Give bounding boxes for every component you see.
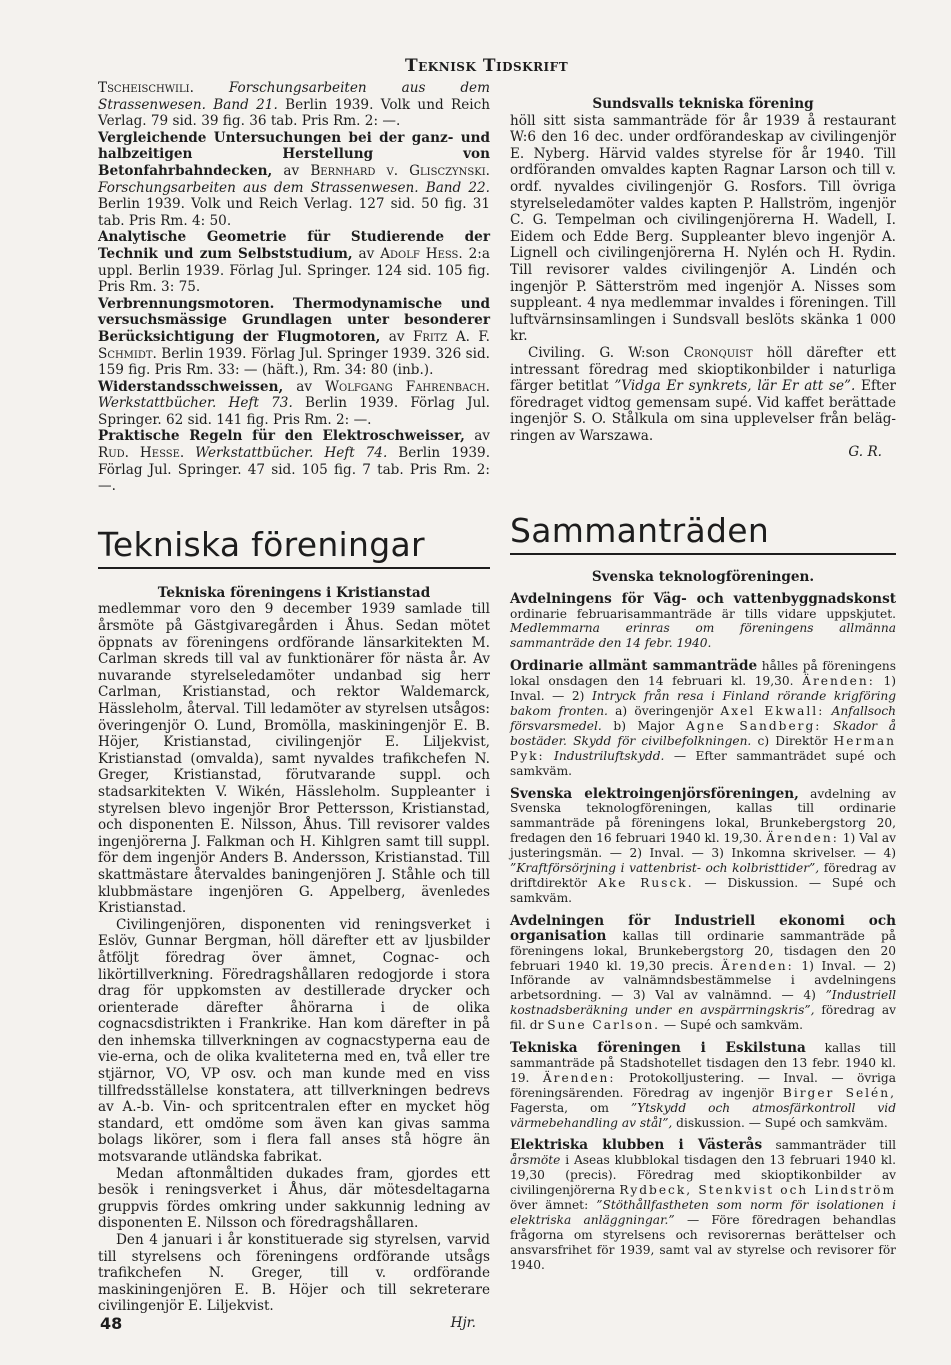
person-name: Rydbeck, Stenkvist och Lindström xyxy=(619,1183,897,1198)
entry-details: Berlin 1939. Volk und Reich Verlag. 79 sid. 39 fig. 36 tab. Pris Rm. 2: —. xyxy=(98,96,490,130)
literature-entry xyxy=(98,296,490,379)
agenda-item: Intryck från resa i Finland rörande krigföring bakom fronten. xyxy=(510,689,896,718)
section-rule xyxy=(98,567,490,569)
article-paragraph: Medan aftonmåltiden dukades fram, gjordes ett besök i reningsverket i Åhus, där mötesdeltagarna gruppvis fördes omkring under sakkunnig ledning av disponenten E. Nilsson och föredragshållaren. xyxy=(98,1165,490,1232)
text-run: kallas till sammanträde på Stadshotellet tisdagen den 13 febr. 1940 kl. 19. xyxy=(510,1041,897,1085)
article-signature: G. R. xyxy=(848,444,882,461)
meeting-notice xyxy=(510,1138,896,1272)
entry-series: Werkstattbücher. Heft 73. xyxy=(98,395,293,412)
person-name: Sune Carlson. xyxy=(547,1018,661,1033)
entry-author: Adolf Hess. xyxy=(380,245,463,262)
text-run: över ämnet: xyxy=(510,1198,589,1213)
entry-author: Tscheischwili. xyxy=(98,80,194,96)
meeting-notice xyxy=(510,659,896,778)
page-number: 48 xyxy=(100,1314,123,1333)
section-rule xyxy=(510,553,896,555)
text-run: Fagersta, om xyxy=(510,1100,609,1115)
text-run: 1) Inval. — 2) xyxy=(510,674,897,704)
person-name: Herman Pyk: xyxy=(510,733,896,763)
entry-details: 2:a uppl. Berlin 1939. Förlag Jul. Springer. 124 sid. 105 fig. Pris Rm. 3: 75. xyxy=(98,245,490,296)
agenda-item: Industriluftskydd. xyxy=(554,748,665,763)
text-run: b) Major xyxy=(613,718,675,733)
entry-details: Berlin 1939. Förlag Jul. Springer. 62 sid. 141 fig. Pris Rm. 2: —. xyxy=(98,395,490,428)
entry-series: Forschungsarbeiten aus dem Strassenwesen. Band 21. xyxy=(98,80,490,113)
article-signature: Hjr. xyxy=(450,1314,476,1331)
article-paragraph: Civilingenjören, disponenten vid reningsverket i Eslöv, Gunnar Bergman, höll därefter ett av ljusbilder åtföljt föredrag över ämnet, Cognac- och likörtillverkning. Föredragshållaren redogjorde i stora drag för uppkomsten av destillerade drycker och orienterade därefter åhörarna i de olika cognacsdistrikten i Frankrike. Han kom därefter in på den inhemska tillverkningen av cognacstyperna eau de vie-erna, och de olika kvaliteterna med en, två eller tre stjärnor, VO, VP osv. och man kunde med en viss tillfredsställelse konstatera, att tillverkningen bedrevs av A.-b. Vin- och spritcentralen efter en mycket hög standard, ett omdöme som även kan givas samma bolags likörer, som i flera fall anses stå högre än motsvarande utländska fabrikat. xyxy=(98,916,490,1166)
text-run: Protokolljustering. — Inval. — övriga föreningsärenden. Föredrag av ingenjör xyxy=(510,1070,896,1100)
section-heading-tekniska-foreningar: Tekniska föreningar xyxy=(98,524,425,564)
organisation-heading: Svenska teknologföreningen. xyxy=(591,569,815,586)
entry-av: av xyxy=(358,245,375,262)
notice-title: Avdelningen för Industriell ekonomi och organisation xyxy=(510,912,896,944)
text-run: — Diskussion. — Supé och samkväm. xyxy=(510,875,897,905)
text-run: Civiling. G. W:son xyxy=(528,344,670,361)
meeting-notice xyxy=(510,592,896,652)
entry-author: Wolfgang Fahrenbach. xyxy=(325,378,490,395)
text-run: 1) Val av justeringsmän. — 2) Inval. — 3) Inkomna skrivelser. — 4) xyxy=(510,831,897,861)
text-run: föredrag av fil. dr xyxy=(510,1003,897,1033)
entry-details: Berlin 1939. Volk und Reich Verlag. 127 sid. 50 fig. 31 tab. Pris Rm. 4: 50. xyxy=(98,196,490,229)
text-run: — Före föredragen behandlas frågorna om styrelsens och revisorernas berättelser och ansvarsfrihet för 1939, samt val av styrelse och revisorer för 1940. xyxy=(510,1213,896,1272)
article-paragraph: medlemmar voro den 9 december 1939 samlade till årsmöte på Gästgivaregården i Åhus. Sedan mötet öppnats av föreningens ordförande länsarkitekten M. Carlman skreds till val av funktionärer för nästa år. Av nuvarande styrelseledamöter undanbad sig herr Carlman, Kristianstad, och rektor Waldemarck, Hässleholm, återval. Till ledamöter av styrelsen utsågos: överingenjör O. Lund, Bromölla, maskiningenjör E. B. Höjer, Kristianstad, civilingenjör E. Liljekvist, Kristianstad (omvalda), samt nyvaldes trafikchefen N. Greger, Kristianstad, förutvarande suppl. och stadsarkitekten V. Wikén, Hässleholm. Suppleanter i styrelsen blevo ingenjör Bror Pettersson, Kristianstad, och disponenten E. Nilsson, Åhus. Till revisorer valdes ingenjörerna J. Falkman och H. Kihlgren samt till suppl. för dem ingenjör Anders B. Andersson, Kristianstad. Till skattmästare återvaldes baningenjören J. Ståhle och till klubbmästare ingenjören G. Appelberg, ävenledes Kristianstad. xyxy=(98,601,490,917)
entry-series: Werkstattbücher. Heft 74. xyxy=(195,445,388,462)
notice-title: Ordinarie allmänt sammanträde xyxy=(510,658,758,675)
literature-entry xyxy=(98,80,490,130)
article-title: Tekniska föreningens i Kristianstad xyxy=(157,584,431,601)
literature-entry xyxy=(98,379,490,429)
text-run: a) överingenjör xyxy=(615,704,714,718)
text-run: hålles på föreningens lokal onsdagen den 14 februari kl. 19,30. xyxy=(510,659,897,689)
entry-title: Analytische Geometrie für Studierende der Technik und zum Selbststudium, xyxy=(98,229,490,262)
entry-details: Berlin 1939. Förlag Jul. Springer. 47 sid. 105 fig. 7 tab. Pris Rm. 2: —. xyxy=(98,445,491,495)
entry-author: Rud. Hesse. xyxy=(98,445,185,462)
agenda-item: ”Industriell kostnadsberäkning under en avspärrningskris”, xyxy=(510,988,897,1018)
entry-series: Forschungsarbeiten aus dem Strassenwesen. Band 22. xyxy=(98,179,490,196)
entry-details: Berlin 1939. Förlag Jul. Springer 1939. 326 sid. 159 fig. Pris Rm. 33: — (häft.), Rm. 34: 80 (inb.). xyxy=(98,345,490,379)
article-paragraph: Den 4 januari i år konstituerade sig styrelsen, varvid till styrelsens och föreningens ordförande utsågs trafikchefen N. Greger, till v. ordförande maskiningenjören E. B. Höjer och till sekreterare civilingenjör E. Liljekvist. xyxy=(98,1232,490,1315)
article-paragraph xyxy=(510,345,896,445)
text-run: höll därefter ett intressant föredrag med skioptikonbilder i naturliga färger betitlat xyxy=(510,344,897,395)
person-name: Birger Selén, xyxy=(782,1085,896,1100)
text-run: föredrag av driftdirektör xyxy=(510,861,897,890)
agenda-label: Ärenden: xyxy=(802,674,875,689)
meeting-notice xyxy=(510,914,896,1033)
text-run: ordinarie februarisammanträde är tills vidare uppskjutet. xyxy=(510,606,896,621)
text-run: sammanträder till xyxy=(775,1138,897,1153)
literature-entry xyxy=(98,229,490,295)
notice-note: Medlemmarna erinras om föreningens allmänna sammanträde den 14 febr. 1940. xyxy=(510,621,896,651)
notice-title: Avdelningens för Väg- och vattenbyggnadskonst xyxy=(510,590,896,607)
entry-av: av xyxy=(388,328,405,345)
agenda-label: Ärenden: xyxy=(766,831,839,846)
agenda-item: årsmöte xyxy=(510,1153,561,1168)
text-run: Efter föredraget vidtog gemensam supé. Vid kaffet berättade ingenjör S. O. Stålkula om sina upplevelser från belägringen av Warszawa. xyxy=(510,378,896,444)
journal-masthead: Teknisk Tidskrift xyxy=(405,56,569,76)
literature-entry xyxy=(98,428,490,494)
agenda-item: ”Kraftförsörjning i vattenbrist- och kolbristtider”, xyxy=(510,861,820,876)
article-title: Sundsvalls tekniska förening xyxy=(592,96,814,112)
text-run: i Aseas klubblokal tisdagen den 13 februari 1940 kl. 19,30 (precis). Föredrag med skioptikonbilder av civilingenjörerna xyxy=(510,1153,896,1198)
meeting-notice xyxy=(510,1041,896,1130)
left-column xyxy=(98,80,490,1332)
lecture-title: ”Vidga Er synkrets, lär Er att se”. xyxy=(614,378,856,395)
agenda-item: ”Ytskydd och atmosfärkontroll vid värmebehandling av stål”, xyxy=(510,1100,896,1130)
person-name: Ake Rusck. xyxy=(597,875,694,890)
agenda-item: ”Stöthållfastheten som norm för isolationen i elektriska anläggningar.” xyxy=(510,1198,897,1227)
text-run: c) Direktör xyxy=(757,733,828,748)
article-paragraph: höll sitt sista sammanträde för år 1939 å restaurant W:6 den 16 dec. under ordförandeskap av civilingenjör E. Nyberg. Härvid valdes styrelse för år 1940. Till ordföranden omvaldes kapten Ragnar Larson och till v. ordf. nyvaldes civilingenjör G. Rosfors. Till övriga styrelseledamöter valdes kapten P. Hallström, ingenjör C. G. Tempelman och civilingenjörerna H. Wadell, I. Eidem och Edde Berg. Suppleanter blevo ingenjör A. Lignell och civilingenjörerna H. Nylén och H. Rydin. Till revisorer valdes civilingenjör A. Lindén och ingenjör P. Sätterström med ingenjör A. Nisses som suppleant. 4 nya medlemmar invaldes i föreningen. Till luftvärnsinsamlingen i Sundsvall beslöts skänka 1 000 kr. xyxy=(510,112,896,345)
meeting-notice xyxy=(510,787,896,906)
agenda-label: Ärenden: xyxy=(721,958,794,973)
entry-title: Verbrennungsmotoren. Thermodynamische und versuchsmässige Grundlagen unter besonderer Berücksichtigung der Flugmotoren, xyxy=(98,295,490,345)
entry-title: Vergleichende Untersuchungen bei der ganz- und halbzeitigen Herstellung von Betonfahrbahndecken, xyxy=(98,129,490,179)
right-column xyxy=(510,96,896,1273)
person-name: Axel Ekwall: xyxy=(720,704,825,718)
literature-entry xyxy=(98,130,490,230)
text-run: avdelning av Svenska teknologföreningen, kallas till ordinarie sammanträde på föreningens lokal, Brunkebergstorg 20, fredagen den 16 februari 1940 kl. 19,30. xyxy=(510,786,896,846)
notice-title: Tekniska föreningen i Eskilstuna xyxy=(510,1040,806,1057)
person-name: Agne Sandberg: xyxy=(686,718,822,733)
entry-author: Fritz A. F. Schmidt. xyxy=(98,328,490,362)
notice-title: Svenska elektroingenjörsföreningen, xyxy=(510,785,799,802)
person-name: Cronquist xyxy=(683,344,753,361)
text-run: — Supé och samkväm. xyxy=(663,1018,804,1033)
text-run: 1) Inval. — 2) Införande av valnämndsbestämmelse i avdelningens arbetsordning. — 3) Val av valnämnd. — 4) xyxy=(510,958,896,1003)
notice-title: Elektriska klubben i Västerås xyxy=(510,1137,763,1154)
entry-av: av xyxy=(283,162,300,179)
text-run: diskussion. — Supé och samkväm. xyxy=(676,1115,888,1130)
entry-title: Widerstandsschweissen, xyxy=(98,378,284,395)
section-heading-sammantraden: Sammanträden xyxy=(510,511,770,551)
entry-title: Praktische Regeln für den Elektroschweisser, xyxy=(98,428,465,445)
agenda-item: Anfallsoch försvarsmedel. xyxy=(510,704,897,733)
text-run: — Efter sammanträdet supé och samkväm. xyxy=(510,748,897,778)
entry-av: av xyxy=(474,428,490,445)
text-run: kallas till ordinarie sammanträde på föreningens lokal, Brunkebergstorg 20, tisdagen den 20 februari 1940 kl. 19,30 precis. xyxy=(510,928,897,973)
entry-author: Bernhard v. Glisczynski. xyxy=(310,162,490,179)
agenda-label: Ärenden: xyxy=(542,1070,616,1085)
agenda-item: Skador å bostäder. Skydd för civilbefolkningen. xyxy=(510,718,897,748)
entry-av: av xyxy=(296,378,313,395)
